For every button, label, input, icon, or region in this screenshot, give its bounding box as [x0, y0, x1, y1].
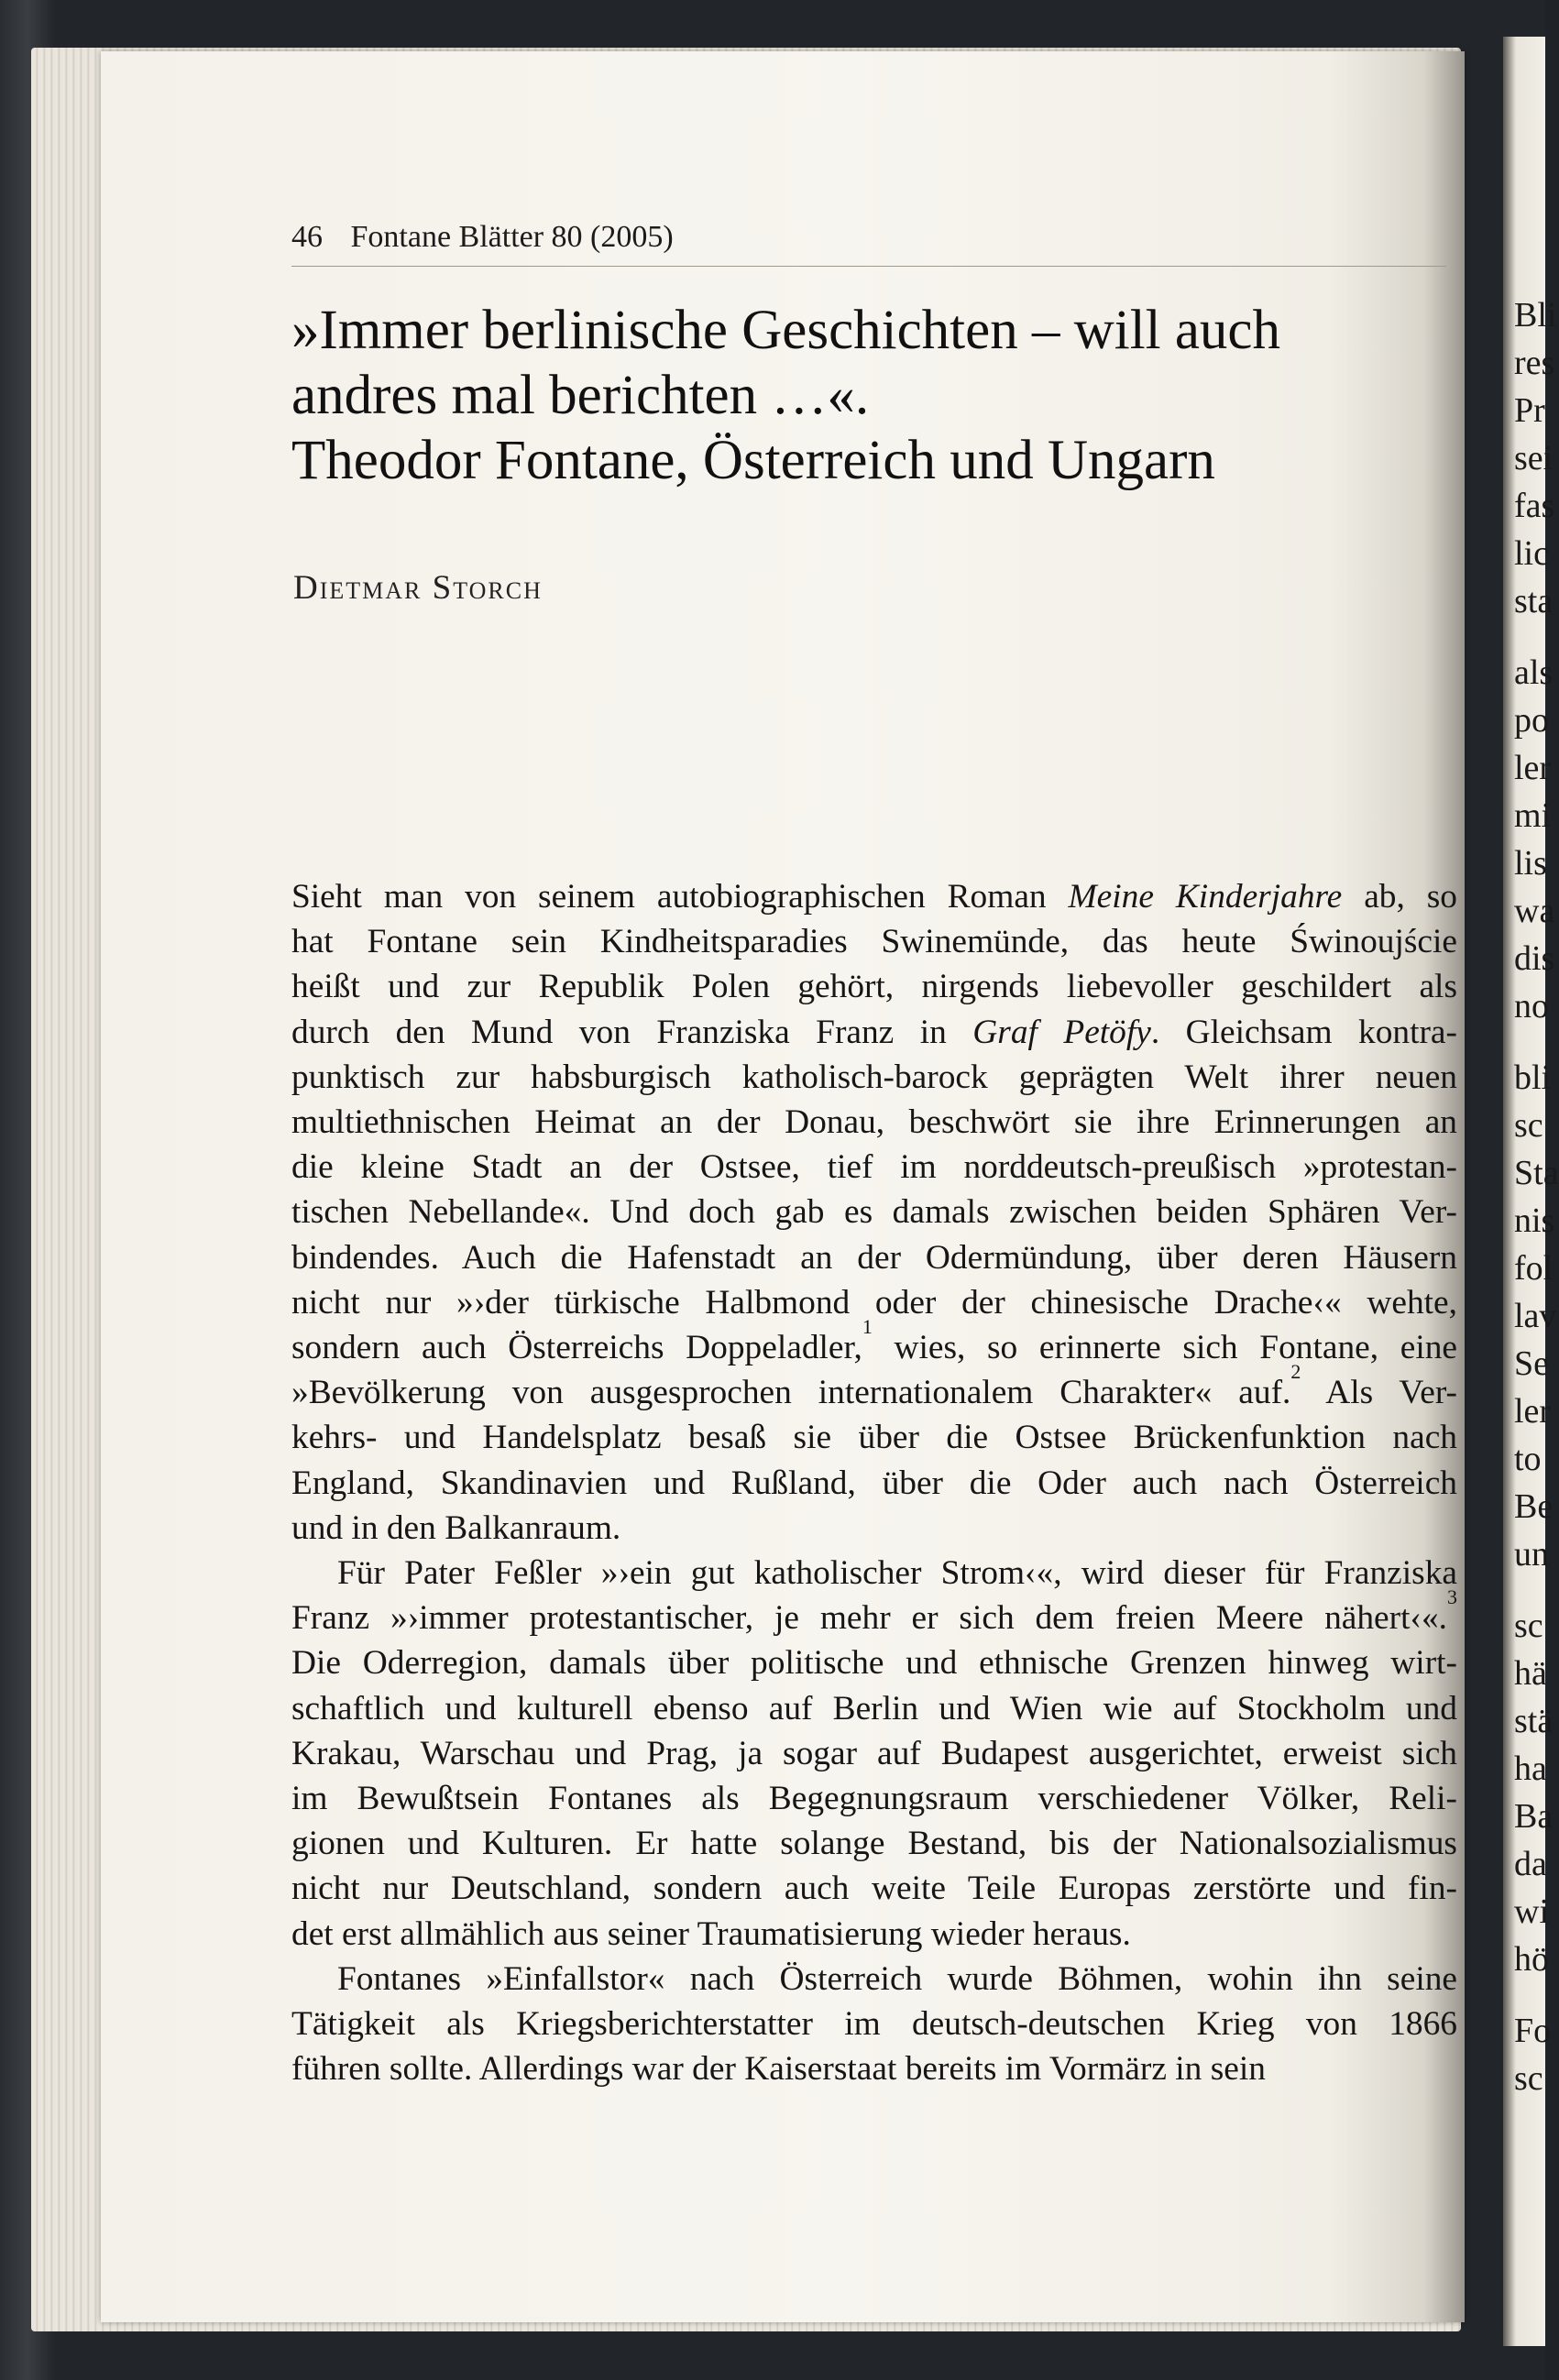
text-segment: die kleine Stadt an der Ostsee, tief im norddeutsch-preußisch »protestan-	[291, 1148, 1457, 1187]
text-segment: gionen und Kulturen. Er hatte solange Bestand, bis der Nationalsozialismus	[291, 1825, 1457, 1863]
facing-page-fragment: Fo	[1514, 2012, 1552, 2050]
journal-citation: Fontane Blätter 80 (2005)	[350, 220, 674, 254]
facing-page-fragment: sc	[1514, 1106, 1543, 1145]
text-line	[291, 2046, 1457, 2091]
facing-page-fragment: Sta	[1514, 1154, 1559, 1192]
facing-page-fragment: wa	[1514, 892, 1555, 930]
text-line	[291, 1866, 1457, 1911]
text-line	[291, 1055, 1457, 1100]
text-segment: Als Ver-	[1301, 1374, 1457, 1412]
facing-page-fragment: sta	[1514, 582, 1554, 620]
text-segment: schaftlich und kulturell ebenso auf Berlin und Wien wie auf Stockholm und	[291, 1689, 1457, 1727]
text-line	[291, 1235, 1457, 1280]
facing-page-fragment: bli	[1514, 1058, 1552, 1097]
facing-page-fragment: stä	[1514, 1702, 1554, 1740]
facing-page-fragment: nis	[1514, 1201, 1555, 1240]
paragraph-1	[291, 874, 1457, 1551]
text-line	[291, 1585, 1457, 1640]
text-line	[291, 1551, 1457, 1596]
text-segment: und in den Balkanraum.	[291, 1508, 621, 1547]
facing-page-fragment: wi	[1514, 1892, 1549, 1931]
italic-title: Meine Kinderjahre	[1068, 878, 1343, 916]
text-segment: Franz »›immer protestantischer, je mehr er sich dem freien Meere nähert‹«.	[291, 1599, 1447, 1638]
facing-page-fragment: fas	[1514, 487, 1555, 525]
text-segment: durch den Mund von Franziska Franz in	[291, 1013, 973, 1051]
text-segment: wies, so erinnerte sich Fontane, eine	[872, 1329, 1458, 1367]
facing-page-fragment: sei	[1514, 439, 1554, 477]
text-line	[291, 874, 1457, 919]
text-segment: »Bevölkerung von ausgesprochen internationalem Charakter« auf.	[291, 1374, 1291, 1412]
text-segment: England, Skandinavien und Rußland, über die Oder auch nach Österreich	[291, 1464, 1457, 1502]
facing-page-fragment: sc	[1514, 1607, 1543, 1645]
text-line	[291, 1190, 1457, 1234]
text-line	[291, 1821, 1457, 1866]
facing-page-fragment: hä	[1514, 1654, 1547, 1693]
running-head	[291, 220, 1446, 267]
text-segment: führen sollte. Allerdings war der Kaiserstaat bereits im Vormärz in sein	[291, 2050, 1266, 2089]
text-line	[291, 1415, 1457, 1460]
facing-page-fragment: mi	[1514, 796, 1552, 835]
facing-page-fragment: Se	[1514, 1344, 1549, 1383]
text-segment: Tätigkeit als Kriegsberichterstatter im deutsch-deutschen Krieg von 1866	[291, 2005, 1457, 2044]
facing-page-fragment: da	[1514, 1845, 1547, 1883]
text-line	[291, 1010, 1457, 1055]
text-line	[291, 1145, 1457, 1190]
facing-page-fragment: lic	[1514, 534, 1549, 573]
text-segment: . Gleichsam kontra-	[1150, 1013, 1457, 1051]
facing-page-fragment: fol	[1514, 1249, 1554, 1288]
text-line	[291, 1314, 1458, 1370]
text-segment: Die Oderregion, damals über politische und ethnische Grenzen hinweg wirt-	[291, 1644, 1457, 1683]
author-name: Dietmar Storch	[293, 569, 543, 607]
text-segment: heißt und zur Republik Polen gehört, nirgends liebevoller geschildert als	[291, 968, 1457, 1006]
text-segment: tischen Nebellande«. Und doch gab es damals zwischen beiden Sphären Ver-	[291, 1193, 1457, 1232]
text-segment: Sieht man von seinem autobiographischen Roman	[291, 878, 1069, 916]
footnote-ref: 3	[1447, 1585, 1457, 1608]
facing-page-fragment: Ba	[1514, 1797, 1554, 1836]
italic-title: Graf Petöfy	[972, 1013, 1151, 1051]
text-segment: im Bewußtsein Fontanes als Begegnungsraum verschiedener Völker, Reli-	[291, 1780, 1457, 1818]
text-segment: Für Pater Feßler »›ein gut katholischer Strom‹«, wird dieser für Franziska	[337, 1554, 1457, 1593]
text-segment: det erst allmählich aus seiner Traumatisierung wieder heraus.	[291, 1914, 1131, 1953]
facing-page-edge	[1503, 37, 1559, 2346]
text-line	[291, 1359, 1457, 1415]
text-line	[291, 1776, 1457, 1821]
facing-page-fragment: po	[1514, 701, 1549, 740]
facing-page-fragment: Be	[1514, 1487, 1554, 1526]
text-segment: Fontanes »Einfallstor« nach Österreich wurde Böhmen, wohin ihn seine	[337, 1959, 1457, 1998]
text-segment: multiethnischen Heimat an der Donau, beschwört sie ihre Erinnerungen an	[291, 1103, 1457, 1142]
facing-page-fragment: to	[1514, 1440, 1542, 1478]
facing-page-fragment: sc	[1514, 2059, 1543, 2098]
facing-page-fragment: res	[1514, 344, 1555, 382]
text-segment: sondern auch Österreichs Doppeladler,	[291, 1329, 862, 1367]
paragraph-2	[291, 1551, 1457, 1957]
page-number: 46	[291, 220, 323, 254]
text-line	[291, 1731, 1457, 1776]
title-line-3: Theodor Fontane, Österreich und Ungarn	[291, 430, 1215, 491]
facing-page-fragment: lis	[1514, 844, 1547, 883]
text-line	[291, 919, 1457, 964]
facing-page-fragment: ha	[1514, 1749, 1547, 1788]
facing-page-fragment: ler	[1514, 749, 1552, 787]
text-line	[291, 1506, 1457, 1551]
facing-page-fragment: als	[1514, 653, 1554, 692]
footnote-ref: 1	[862, 1314, 873, 1338]
title-line-1: »Immer berlinische Geschichten – will auch	[291, 300, 1280, 361]
text-line	[291, 1100, 1457, 1145]
text-line	[291, 1280, 1457, 1325]
text-line	[291, 1957, 1457, 2002]
facing-page-fragment: dis	[1514, 939, 1555, 978]
facing-page-fragment: lav	[1514, 1297, 1557, 1335]
article-body	[291, 874, 1457, 2091]
facing-page-fragment: no	[1514, 987, 1549, 1025]
title-line-2: andres mal berichten …«.	[291, 365, 870, 426]
facing-page-fragment: un	[1514, 1535, 1549, 1574]
facing-page-fragment: Bli	[1514, 296, 1557, 335]
text-segment: nicht nur »›der türkische Halbmond oder der chinesische Drache‹« wehte,	[291, 1283, 1457, 1322]
text-line	[291, 1461, 1457, 1506]
facing-page-fragment: ler	[1514, 1392, 1552, 1431]
article-title	[291, 298, 1446, 493]
text-line	[291, 1640, 1457, 1685]
text-segment: hat Fontane sein Kindheitsparadies Swinemünde, das heute Świnoujście	[291, 923, 1457, 961]
paragraph-3	[291, 1957, 1457, 2092]
text-segment: bindendes. Auch die Hafenstadt an der Odermündung, über deren Häusern	[291, 1238, 1457, 1277]
text-segment: ab, so	[1342, 878, 1457, 916]
facing-page-fragment: hö	[1514, 1940, 1549, 1979]
footnote-ref: 2	[1290, 1359, 1301, 1383]
text-segment: nicht nur Deutschland, sondern auch weite Teile Europas zerstörte und fin-	[291, 1870, 1457, 1908]
facing-page-fragment: Pr	[1514, 391, 1545, 430]
text-line	[291, 964, 1457, 1009]
text-segment: punktisch zur habsburgisch katholisch-barock geprägten Welt ihrer neuen	[291, 1058, 1457, 1096]
text-line	[291, 1686, 1457, 1731]
text-line	[291, 1912, 1457, 1957]
text-line	[291, 2002, 1457, 2046]
text-segment: kehrs- und Handelsplatz besaß sie über die Ostsee Brückenfunktion nach	[291, 1419, 1457, 1457]
text-segment: Krakau, Warschau und Prag, ja sogar auf Budapest ausgerichtet, erweist sich	[291, 1734, 1457, 1772]
